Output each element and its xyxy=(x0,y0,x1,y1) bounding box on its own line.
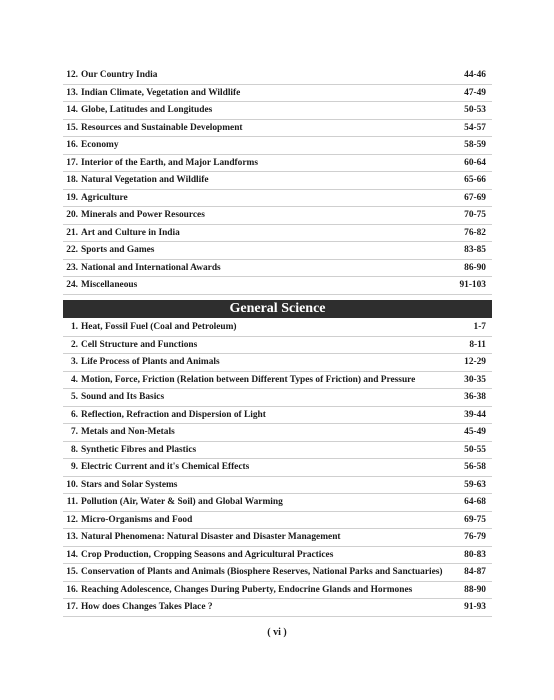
toc-row xyxy=(63,172,492,190)
toc-number: 8. xyxy=(70,444,78,455)
toc-number: 23. xyxy=(66,262,78,273)
toc-row xyxy=(63,424,492,442)
toc-number: 15. xyxy=(66,567,78,577)
toc-row xyxy=(63,599,492,617)
toc-title: Economy xyxy=(81,140,119,150)
toc-row xyxy=(63,564,492,582)
toc-row xyxy=(63,67,492,85)
toc-pages: 60-64 xyxy=(464,157,486,168)
toc-row xyxy=(63,225,492,243)
toc-number: 1. xyxy=(70,322,78,332)
toc-number: 4. xyxy=(70,374,78,385)
toc-row xyxy=(63,547,492,565)
toc-row xyxy=(63,477,492,495)
toc-title: Resources and Sustainable Development xyxy=(81,122,243,133)
toc-title: Crop Production, Cropping Seasons and Agricultural Practices xyxy=(81,549,334,560)
toc-pages: 56-58 xyxy=(464,462,486,472)
toc-number: 3. xyxy=(70,357,78,367)
toc-row xyxy=(63,207,492,225)
toc-title: National and International Awards xyxy=(81,262,221,273)
toc-pages: 91-93 xyxy=(464,602,486,612)
toc-number: 9. xyxy=(70,462,78,472)
toc-pages: 58-59 xyxy=(464,140,486,150)
toc-title: Metals and Non-Metals xyxy=(81,427,175,437)
toc-pages: 1-7 xyxy=(473,322,486,332)
toc-title: Synthetic Fibres and Plastics xyxy=(81,444,197,455)
toc-title: Motion, Force, Friction (Relation between Different Types of Friction) and Pressure xyxy=(81,374,416,385)
toc-pages: 69-75 xyxy=(464,514,486,525)
page-number: ( vi ) xyxy=(267,627,287,638)
toc-title: Globe, Latitudes and Longitudes xyxy=(81,105,213,115)
toc-list-social-studies xyxy=(63,67,492,295)
toc-number: 5. xyxy=(70,392,78,402)
toc-number: 21. xyxy=(66,227,78,238)
toc-pages: 44-46 xyxy=(464,70,486,80)
toc-title: Our Country India xyxy=(81,70,158,80)
toc-title: Minerals and Power Resources xyxy=(81,210,205,220)
toc-pages: 80-83 xyxy=(464,549,486,560)
toc-title: Life Process of Plants and Animals xyxy=(81,357,220,367)
toc-row xyxy=(63,85,492,103)
toc-number: 13. xyxy=(66,532,78,542)
toc-row xyxy=(63,372,492,390)
toc-number: 7. xyxy=(70,427,78,437)
toc-pages: 47-49 xyxy=(464,87,486,98)
toc-title: Sound and Its Basics xyxy=(81,392,165,402)
toc-title: Conservation of Plants and Animals (Biosphere Reserves, National Parks and Sanctuaries) xyxy=(81,567,443,577)
toc-pages: 36-38 xyxy=(464,392,486,402)
toc-pages: 59-63 xyxy=(464,479,486,490)
toc-row xyxy=(63,120,492,138)
toc-pages: 76-82 xyxy=(464,227,486,238)
toc-title: Micro-Organisms and Food xyxy=(81,514,193,525)
toc-title: Agriculture xyxy=(81,192,128,203)
toc-row xyxy=(63,459,492,477)
toc-number: 24. xyxy=(66,280,78,290)
toc-row xyxy=(63,242,492,260)
toc-row xyxy=(63,190,492,208)
toc-title: Natural Phenomena: Natural Disaster and Disaster Management xyxy=(81,532,341,542)
toc-pages: 76-79 xyxy=(464,532,486,542)
toc-title: Reflection, Refraction and Dispersion of Light xyxy=(81,409,266,420)
toc-row xyxy=(63,277,492,295)
toc-pages: 88-90 xyxy=(464,584,486,595)
toc-row xyxy=(63,354,492,372)
toc-row xyxy=(63,512,492,530)
toc-title: Cell Structure and Functions xyxy=(81,339,198,350)
toc-number: 15. xyxy=(66,122,78,133)
toc-pages: 39-44 xyxy=(464,409,486,420)
toc-title: Natural Vegetation and Wildlife xyxy=(81,175,209,185)
toc-number: 12. xyxy=(66,70,78,80)
toc-title: Electric Current and it's Chemical Effects xyxy=(81,462,250,472)
toc-pages: 12-29 xyxy=(464,357,486,367)
toc-pages: 45-49 xyxy=(464,427,486,437)
toc-row xyxy=(63,529,492,547)
toc-row xyxy=(63,407,492,425)
toc-pages: 30-35 xyxy=(464,374,486,385)
toc-number: 14. xyxy=(66,549,78,560)
toc-number: 18. xyxy=(66,175,78,185)
toc-row xyxy=(63,337,492,355)
toc-row xyxy=(63,260,492,278)
section-heading-general-science: General Science xyxy=(63,300,492,318)
toc-number: 17. xyxy=(66,602,78,612)
toc-title: Pollution (Air, Water & Soil) and Global Warming xyxy=(81,497,283,507)
toc-number: 14. xyxy=(66,105,78,115)
toc-title: Stars and Solar Systems xyxy=(81,479,178,490)
toc-number: 19. xyxy=(66,192,78,203)
toc-number: 6. xyxy=(70,409,78,420)
toc-title: Reaching Adolescence, Changes During Puberty, Endocrine Glands and Hormones xyxy=(81,584,413,595)
toc-number: 20. xyxy=(66,210,78,220)
toc-pages: 91-103 xyxy=(459,280,486,290)
toc-number: 16. xyxy=(66,584,78,595)
toc-row xyxy=(63,494,492,512)
toc-number: 12. xyxy=(66,514,78,525)
toc-title: Miscellaneous xyxy=(81,280,138,290)
toc-number: 16. xyxy=(66,140,78,150)
toc-title: Interior of the Earth, and Major Landforms xyxy=(81,157,258,168)
toc-row xyxy=(63,389,492,407)
toc-number: 17. xyxy=(66,157,78,168)
toc-pages: 64-68 xyxy=(464,497,486,507)
toc-pages: 84-87 xyxy=(464,567,486,577)
toc-title: Sports and Games xyxy=(81,245,155,255)
toc-number: 10. xyxy=(66,479,78,490)
toc-row xyxy=(63,137,492,155)
toc-number: 11. xyxy=(66,497,78,507)
toc-row xyxy=(63,442,492,460)
toc-pages: 8-11 xyxy=(469,339,486,350)
toc-row xyxy=(63,155,492,173)
toc-number: 13. xyxy=(66,87,78,98)
toc-pages: 86-90 xyxy=(464,262,486,273)
toc-title: How does Changes Takes Place ? xyxy=(81,602,213,612)
toc-pages: 83-85 xyxy=(464,245,486,255)
toc-pages: 67-69 xyxy=(464,192,486,203)
toc-row xyxy=(63,582,492,600)
toc-pages: 50-53 xyxy=(464,105,486,115)
toc-title: Indian Climate, Vegetation and Wildlife xyxy=(81,87,241,98)
toc-title: Heat, Fossil Fuel (Coal and Petroleum) xyxy=(81,322,237,332)
toc-row xyxy=(63,102,492,120)
toc-number: 2. xyxy=(70,339,78,350)
toc-pages: 50-55 xyxy=(464,444,486,455)
toc-pages: 70-75 xyxy=(464,210,486,220)
toc-pages: 65-66 xyxy=(464,175,486,185)
toc-row xyxy=(63,319,492,337)
toc-list-general-science xyxy=(63,319,492,617)
toc-title: Art and Culture in India xyxy=(81,227,180,238)
toc-number: 22. xyxy=(66,245,78,255)
toc-pages: 54-57 xyxy=(464,122,486,133)
